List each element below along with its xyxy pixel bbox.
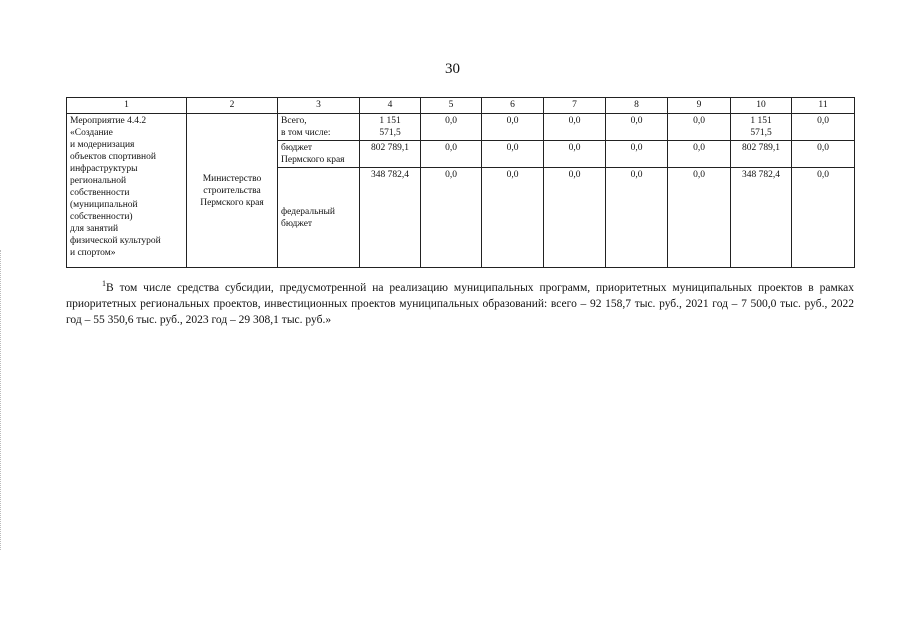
footnote-marker: 1 (102, 279, 106, 289)
activity-name: Мероприятие 4.4.2 «Создание и модернизация объектов спортивной инфраструктуры региональной собственности (муниципальной собственности) для занятий физической культурой и спортом» (67, 114, 187, 268)
value-cell: 0,0 (482, 168, 544, 268)
value-cell: 0,0 (544, 168, 606, 268)
funding-source: Всего, в том числе: (278, 114, 360, 141)
column-number: 4 (360, 98, 421, 114)
responsible-executor: Министерство строительства Пермского края (187, 114, 278, 268)
page-edge-marks (0, 250, 7, 550)
value-cell: 0,0 (421, 141, 482, 168)
value-cell: 0,0 (792, 141, 855, 168)
value-cell: 348 782,4 (731, 168, 792, 268)
footnote-paragraph (66, 280, 854, 328)
column-number: 2 (187, 98, 278, 114)
footnote-text: В том числе средства субсидии, предусмотренной на реализацию муниципальных программ, приоритетных муниципальных проектов в рамках приоритетных региональных проектов, инвестиционных проектов муниципальных образований: всего – 92 158,7 тыс. руб., 2021 год – 7 500,0 тыс. руб., 2022 год – 55 350,6 тыс. руб., 2023 год – 29 308,1 тыс. руб.» (66, 282, 854, 326)
value-cell: 0,0 (668, 114, 731, 141)
column-number-row (67, 98, 855, 114)
column-number: 11 (792, 98, 855, 114)
value-cell: 1 151 571,5 (731, 114, 792, 141)
column-number: 8 (606, 98, 668, 114)
value-cell: 0,0 (668, 141, 731, 168)
value-cell: 348 782,4 (360, 168, 421, 268)
value-cell: 0,0 (668, 168, 731, 268)
column-number: 5 (421, 98, 482, 114)
column-number: 7 (544, 98, 606, 114)
funding-source: федеральный бюджет (278, 168, 360, 268)
value-cell: 0,0 (482, 114, 544, 141)
value-cell: 0,0 (421, 114, 482, 141)
column-number: 3 (278, 98, 360, 114)
value-cell: 0,0 (482, 141, 544, 168)
footnote (66, 280, 854, 328)
value-cell: 0,0 (544, 114, 606, 141)
value-cell: 0,0 (606, 168, 668, 268)
page-number: 30 (445, 61, 460, 77)
value-cell: 0,0 (792, 168, 855, 268)
value-cell: 0,0 (792, 114, 855, 141)
column-number: 10 (731, 98, 792, 114)
column-number: 9 (668, 98, 731, 114)
value-cell: 0,0 (544, 141, 606, 168)
column-number: 1 (67, 98, 187, 114)
budget-table (66, 97, 855, 268)
value-cell: 802 789,1 (360, 141, 421, 168)
value-cell: 0,0 (606, 141, 668, 168)
value-cell: 0,0 (421, 168, 482, 268)
column-number: 6 (482, 98, 544, 114)
value-cell: 1 151 571,5 (360, 114, 421, 141)
table-row-total (67, 114, 855, 141)
value-cell: 802 789,1 (731, 141, 792, 168)
funding-source: бюджет Пермского края (278, 141, 360, 168)
value-cell: 0,0 (606, 114, 668, 141)
